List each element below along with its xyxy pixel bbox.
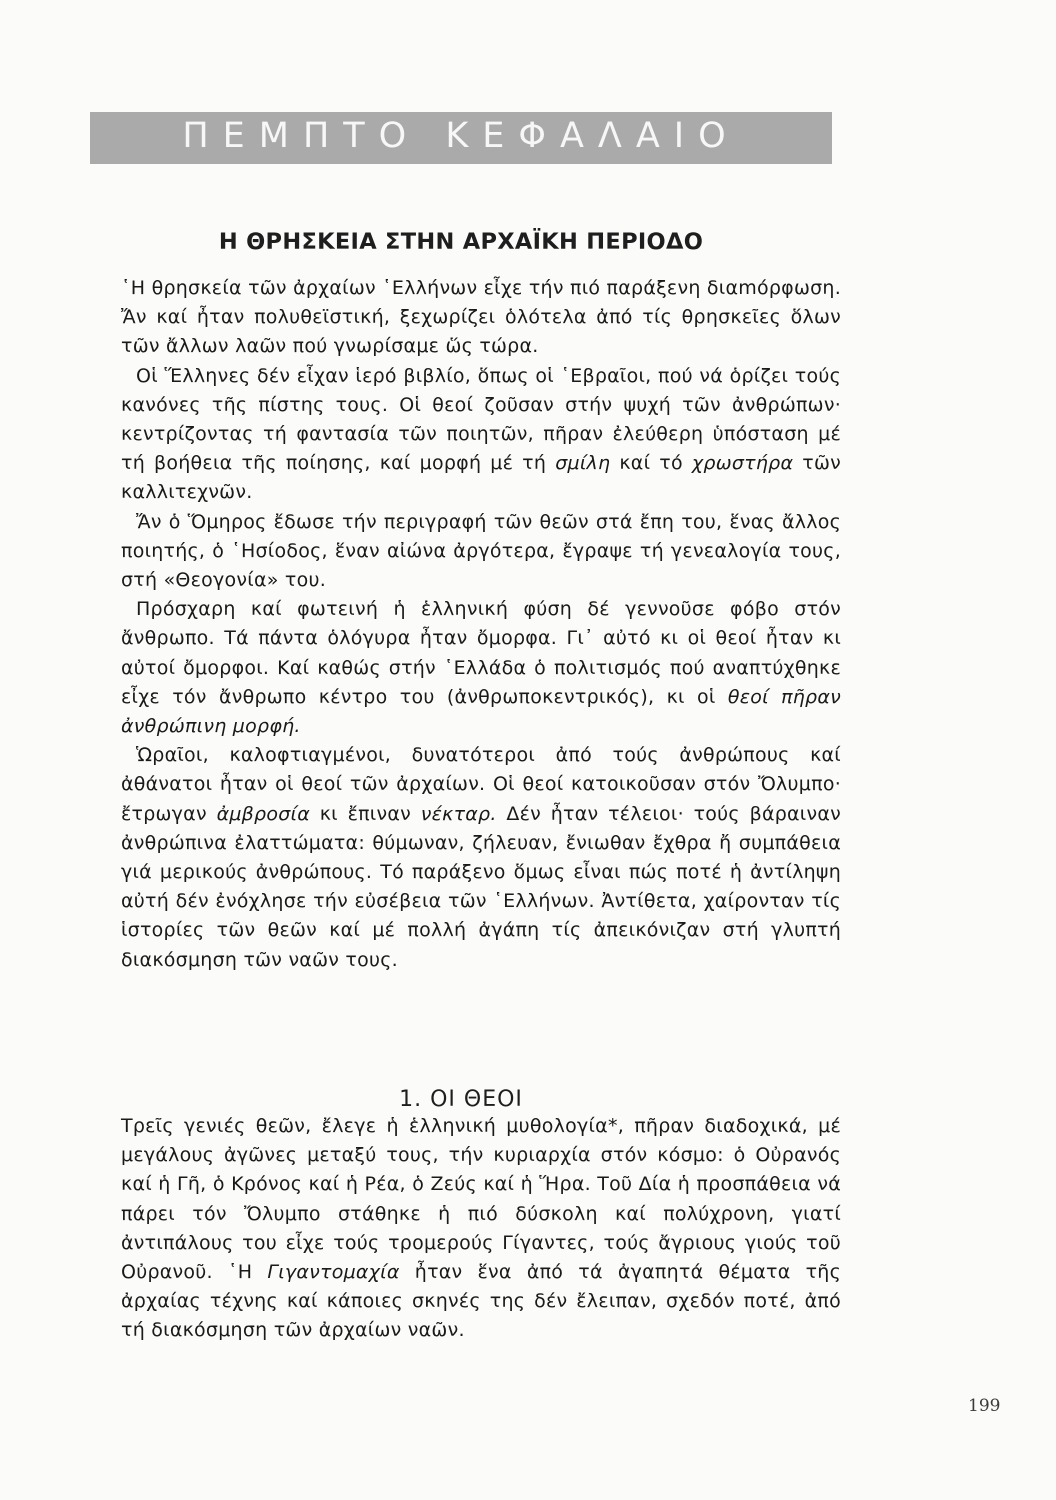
intro-text: [121, 274, 841, 975]
paragraph: Πρόσχαρη καί φωτεινή ἡ ἑλληνική φύση δέ γεννοῦσε φόβο στόν ἄνθρωπο. Τά πάντα ὁλόγυρα ἦταν ὄμορφα. Γι᾿ αὐτό κι οἱ θεοί ἦταν κι αὐτοί ὄμορφοι. Καί καθώς στήν ῾Ελλάδα ὁ πολιτισμός πού αναπτύχθηκε εἶχε τόν ἄνθρωπο κέντρο του (ἀνθρωποκεντρικός), κι οἱ θεοί πῆραν ἀνθρώπινη μορφή.: [121, 598, 841, 738]
paragraph: Τρεῖς γενιές θεῶν, ἔλεγε ἡ ἑλληνική μυθολογία*, πῆραν διαδοχικά, μέ μεγάλους ἀγῶνες μεταξύ τους, τήν κυριαρχία στόν κόσμο: ὁ Οὐρανός καί ἡ Γῆ, ὁ Κρόνος καί ἡ Ρέα, ὁ Ζεύς καί ἡ Ἥρα. Τοῦ Δία ἡ προσπάθεια νά πάρει τόν Ὄλυμπο στάθηκε ἡ πιό δύσκολη καί πολύχρονη, γιατί ἀντιπάλους του εἶχε τούς τρομερούς Γίγαντες, τούς ἄγριους γιούς τοῦ Οὐρανοῦ. ῾Η Γιγαντομαχία ἦταν ἕνα ἀπό τά ἀγαπητά θέματα τῆς ἀρχαίας τέχνης καί κάποιες σκηνές της δέν ἔλειπαν, σχεδόν ποτέ, ἀπό τή διακόσμηση τῶν ἀρχαίων ναῶν.: [121, 1115, 841, 1342]
paragraph: Ἄν ὁ Ὅμηρος ἔδωσε τήν περιγραφή τῶν θεῶν στά ἔπη του, ἕνας ἄλλος ποιητής, ὁ ῾Ησίοδος, ἕναν αἰώνα ἀργότερα, ἔγραψε τή γενεαλογία τους, στή «Θεογονία» του.: [121, 510, 841, 592]
paragraph: Οἱ Ἕλληνες δέν εἶχαν ἱερό βιβλίο, ὅπως οἱ ῾Εβραῖοι, πού νά ὁρίζει τούς κανόνες τῆς πίστης τους. Οἱ θεοί ζοῦσαν στήν ψυχή τῶν ἀνθρώπων· κεντρίζοντας τή φαντασία τῶν ποιητῶν, πῆραν ἐλεύθερη ὑπόσταση μέ τή βοήθεια τῆς ποίησης, καί μορφή μέ τή σμίλη καί τό χρωστήρα τῶν καλλιτεχνῶν.: [121, 364, 841, 504]
paragraph: Ὡραῖοι, καλοφτιαγμένοι, δυνατότεροι ἀπό τούς ἀνθρώπους καί ἀθάνατοι ἦταν οἱ θεοί τῶν ἀρχαίων. Οἱ θεοί κατοικοῦσαν στόν Ὄλυμπο· ἔτρωγαν ἀμβροσία κι ἔπιναν νέκταρ. Δέν ἦταν τέλειοι· τούς βάραιναν ἀνθρώπινα ἐλαττώματα: θύμωναν, ζήλευαν, ἔνιωθαν ἔχθρα ἤ συμπάθεια γιά μερικούς ἀνθρώπους. Τό παράξενο ὅμως εἶναι πώς ποτέ ἡ ἀντίληψη αὐτή δέν ἐνόχλησε τήν εὐσέβεια τῶν ῾Ελλήνων. Ἀντίθετα, χαίρονταν τίς ἱστορίες τῶν θεῶν καί μέ πολλή ἀγάπη τίς ἀπεικόνιζαν στή γλυπτή διακόσμηση τῶν ναῶν τους.: [121, 744, 841, 971]
page-title: Η ΘΡΗΣΚΕΙΑ ΣΤΗΝ ΑΡΧΑΪΚΗ ΠΕΡΙΟΔΟ: [218, 229, 704, 256]
chapter-header-band: [90, 112, 832, 164]
section-text: [121, 1112, 841, 1346]
chapter-label: ΠΕΜΠΤΟ ΚΕΦΑΛΑΙΟ: [182, 116, 740, 156]
section-title: 1. ΟΙ ΘΕΟΙ: [399, 1087, 523, 1113]
paragraph: ῾Η θρησκεία τῶν ἀρχαίων ῾Ελλήνων εἶχε τήν πιό παράξενη διαmόρφωση. Ἄν καί ἦταν πολυθεϊστική, ξεχωρίζει ὁλότελα ἀπό τίς θρησκεῖες ὅλων τῶν ἄλλων λαῶν πού γνωρίσαμε ὥς τώρα.: [121, 277, 841, 358]
page-number: 199: [968, 1396, 1001, 1416]
